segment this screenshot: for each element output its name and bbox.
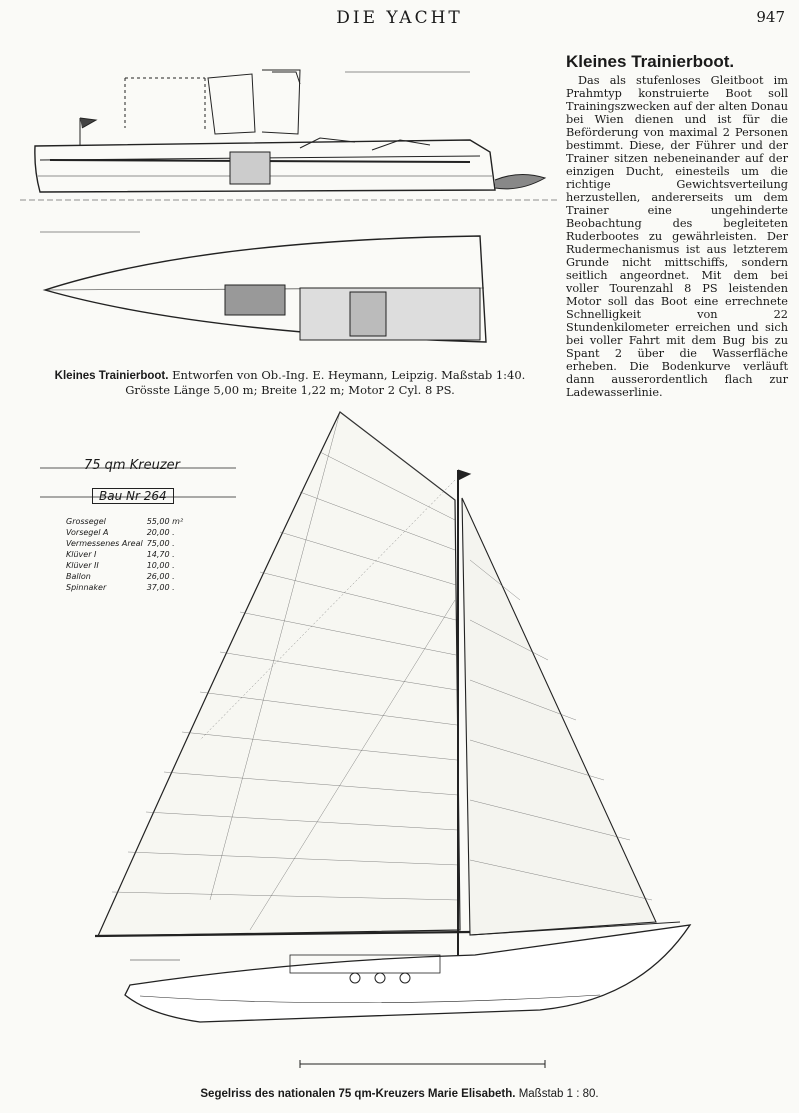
- sail-plan-title: 75 qm Kreuzer: [84, 458, 180, 473]
- article-title: Kleines Trainierboot.: [566, 52, 735, 71]
- figure1-caption-title: Kleines Trainierboot.: [54, 370, 169, 382]
- sail-row: Klüver II 10,00 .: [66, 561, 175, 570]
- figure2-caption: [0, 1088, 799, 1100]
- sail-row: Vermessenes Areal 75,00 .: [66, 539, 175, 548]
- figure1-caption-line1: Entworfen von Ob.-Ing. E. Heymann, Leipzig. Maßstab 1:40.: [172, 368, 526, 382]
- sail-area-table: [66, 516, 187, 593]
- page-number: 947: [756, 8, 785, 26]
- figure2-caption-title: Segelriss des nationalen 75 qm-Kreuzers Marie Elisabeth.: [200, 1088, 516, 1100]
- sail-row: Klüver I 14,70 .: [66, 550, 175, 559]
- sail-row: Spinnaker 37,00 .: [66, 583, 175, 592]
- figure1-caption-line2: Grösste Länge 5,00 m; Breite 1,22 m; Motor 2 Cyl. 8 PS.: [125, 383, 455, 397]
- sail-row: Grossegel 55,00 m²: [66, 517, 184, 526]
- sail-row: Ballon 26,00 .: [66, 572, 175, 581]
- sail-row: Vorsegel A 20,00 .: [66, 528, 175, 537]
- sail-plan-bau: Bau Nr 264: [92, 488, 174, 504]
- article-body: Das als stufenloses Gleitboot im Prahmtyp konstruierte Boot soll Trainingszwecken auf der alten Donau bei Wien dienen und ist für die Beförderung von maximal 2 Personen bestimmt. Diese, der Führer und der Trainer sitzen nebeneinander auf der einzigen Ducht, einesteils um die richtige Gewichtsverteilung herzustellen, andererseits um dem Trainer eine ungehinderte Beobachtung des begleiteten Ruderbootes zu gewährleisten. Der Rudermechanismus ist aus letzterem Grunde nicht mittschiffs, sondern seitlich angeordnet. Mit dem bei voller Tourenzahl 8 PS leistenden Motor soll das Boot eine errechnete Schnelligkeit von 22 Stundenkilometer erreichen und sich bei voller Fahrt mit dem Bug bis zu Spant 2 über die Wasserfläche erheben. Die Bodenkurve verläuft dann ausserordentlich flach zur Ladewasserlinie.: [566, 74, 788, 399]
- figure2-caption-scale: Maßstab 1 : 80.: [518, 1088, 599, 1100]
- journal-title: DIE YACHT: [336, 8, 463, 28]
